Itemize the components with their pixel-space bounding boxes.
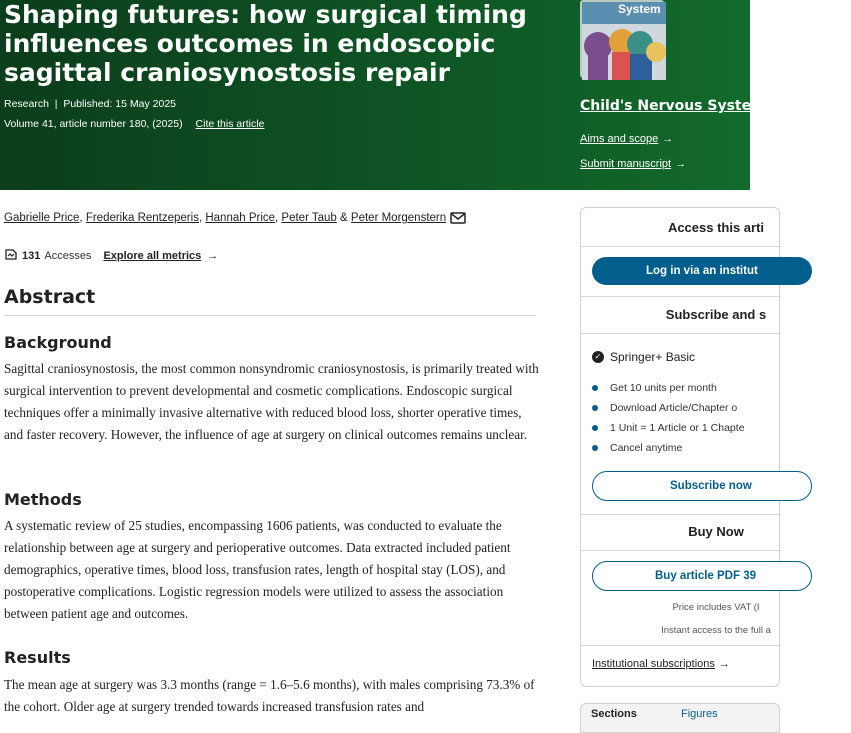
feature-text: 1 Unit = 1 Article or 1 Chapte (610, 422, 745, 434)
divider (581, 296, 781, 297)
feature-text: Download Article/Chapter o (610, 402, 738, 414)
article-meta-type-date: Research | Published: 15 May 2025 (4, 98, 176, 110)
arrow-right-icon: → (662, 133, 674, 145)
instant-access-note: Instant access to the full a (661, 625, 771, 636)
volume-text: Volume 41, article number 180, (2025) (4, 118, 183, 130)
author-link[interactable]: Peter Morgenstern (350, 212, 447, 224)
article-metrics (4, 247, 218, 264)
arrow-right-icon: → (207, 249, 219, 262)
article-header (0, 0, 766, 190)
author-list (4, 212, 466, 227)
divider (581, 514, 781, 515)
methods-text: A systematic review of 25 studies, encompassing 1606 patients, was conducted to evaluate the relationship between age at surgery and perioperative outcomes. Data extracted included patient demographics, operative times, blood loss, transfusion rates, length of hospital stay (LOS), and postoperative complications. Logistic regression models were utilized to assess the association between patient age and outcomes. (4, 518, 511, 621)
subscribe-now-button[interactable]: Subscribe now (592, 471, 812, 501)
email-icon[interactable] (450, 212, 466, 227)
author-separator: , (79, 212, 86, 224)
section-tabs (580, 703, 780, 733)
submit-manuscript-link[interactable] (580, 158, 686, 170)
institution-login-button[interactable]: Log in via an institut (592, 257, 812, 285)
aims-and-scope-link[interactable] (580, 133, 673, 145)
results-text: The mean age at surgery was 3.3 months (range = 1.6–5.6 months), with males comprising 73.3% of the cohort. Older age at surgery trended towards increased transfusion rates and (4, 677, 535, 714)
vat-note: Price includes VAT (I (672, 602, 760, 613)
bullet-icon (592, 425, 598, 431)
divider (4, 315, 536, 316)
submit-label: Submit manuscript (580, 158, 672, 170)
journal-cover-image[interactable] (580, 0, 664, 78)
methods-heading: Methods (4, 490, 82, 509)
journal-cover-text: System (618, 2, 661, 16)
access-title: Access this arti (667, 220, 765, 235)
plan-feature (592, 418, 745, 438)
accesses-count: 131 (22, 249, 41, 262)
author-link[interactable]: Peter Taub (281, 212, 337, 224)
divider (581, 333, 781, 334)
author-link[interactable]: Frederika Rentzeperis (85, 212, 199, 224)
plan-feature (592, 438, 745, 458)
arrow-right-icon: → (675, 158, 687, 170)
tab-figures[interactable]: Figures (681, 708, 718, 720)
author-link[interactable]: Hannah Price (205, 212, 276, 224)
author-link[interactable]: Gabrielle Price (4, 212, 80, 224)
author-separator: & (336, 212, 351, 224)
institutional-subscriptions-link[interactable] (592, 658, 730, 670)
aims-label: Aims and scope (580, 133, 659, 145)
accesses-label: Accesses (44, 249, 92, 262)
divider (581, 550, 781, 551)
bullet-icon (592, 445, 598, 451)
article-title: Shaping futures: how surgical timing influences outcomes in endoscopic sagittal craniosynostosis repair (4, 0, 527, 87)
institutional-label: Institutional subscriptions (592, 658, 715, 670)
arrow-right-icon: → (718, 658, 730, 670)
author-separator: , (198, 212, 206, 224)
background-text: Sagittal craniosynostosis, the most common nonsyndromic craniosynostosis, is primarily treated with surgical intervention to prevent developmental and cosmetic complications. Endoscopic surgical techniques offer a minimally invasive alternative with reduced blood loss, shorter operative times, and faster recovery. However, the influence of age at surgery on clinical outcomes remains unclear. (4, 361, 539, 442)
plan-feature (592, 378, 745, 398)
plan-features (592, 378, 745, 458)
plan-feature (592, 398, 745, 418)
tab-sections[interactable]: Sections (591, 708, 637, 720)
bullet-icon (592, 385, 598, 391)
results-heading: Results (4, 648, 71, 667)
background-heading: Background (4, 333, 112, 352)
explore-metrics-link[interactable]: Explore all metrics (103, 249, 202, 262)
check-circle-icon: ✓ (592, 351, 604, 363)
access-sidebar (580, 207, 780, 687)
accesses-icon (4, 247, 18, 264)
bullet-icon (592, 405, 598, 411)
buy-now-title: Buy Now (688, 524, 744, 539)
feature-text: Cancel anytime (610, 442, 683, 454)
divider (581, 246, 781, 247)
article-meta-volume (4, 118, 264, 130)
author-separator: , (275, 212, 282, 224)
buy-article-pdf-button[interactable]: Buy article PDF 39 (592, 561, 812, 591)
subscribe-title: Subscribe and s (665, 307, 767, 322)
abstract-heading: Abstract (4, 286, 96, 308)
divider (581, 645, 781, 646)
cite-article-link[interactable]: Cite this article (195, 118, 265, 130)
feature-text: Get 10 units per month (610, 382, 717, 394)
journal-name-link[interactable]: Child's Nervous System (580, 98, 766, 114)
plan-name: Springer+ Basic (610, 350, 696, 364)
plan-option[interactable] (592, 350, 695, 364)
